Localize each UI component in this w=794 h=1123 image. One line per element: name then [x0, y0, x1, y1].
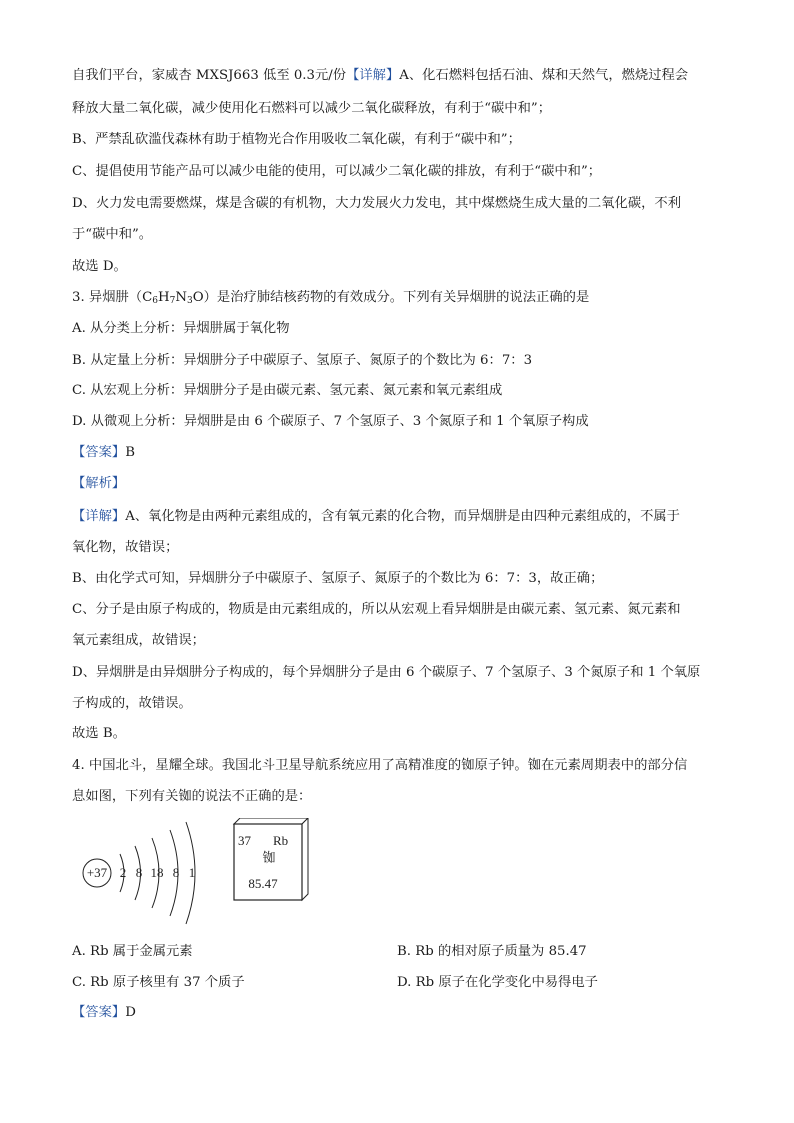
q3-h: H — [158, 290, 170, 305]
q4-option-c: C. Rb 原子核里有 37 个质子 — [72, 975, 245, 990]
q3-explanation-1-text: A、氧化物是由两种元素组成的，含有氧元素的化合物，而异烟肼是由四种元素组成的，不属于 — [125, 509, 680, 524]
q3-stem-b: O）是治疗肺结核药物的有效成分。下列有关异烟肼的说法正确的是 — [192, 290, 590, 305]
card-side-face — [302, 818, 308, 900]
atom-structure-diagram — [83, 822, 195, 924]
question-4-stem-1: 4. 中国北斗，星耀全球。我国北斗卫星导航系统应用了高精准度的铷原子钟。铷在元素周期表中的部分信 — [72, 758, 688, 773]
atomic-mass: 85.47 — [248, 876, 278, 891]
q3-sub-c: 6 — [152, 296, 159, 306]
q3-option-c: C. 从宏观上分析：异烟肼分子是由碳元素、氢元素、氮元素和氧元素组成 — [72, 383, 503, 398]
q3-explanation-7: 子构成的，故错误。 — [72, 696, 192, 711]
q4-answer — [72, 1003, 724, 1023]
intro-line-3: B、严禁乱砍滥伐森林有助于植物光合作用吸收二氧化碳，有利于“碳中和”； — [72, 132, 521, 147]
answer-tag: 【答案】 — [72, 445, 126, 460]
card-top-face — [234, 818, 308, 824]
q3-explanation-1 — [72, 507, 724, 527]
intro-conclusion: 故选 D。 — [72, 259, 127, 274]
detail-tag: 【详解】 — [346, 68, 400, 83]
q3-explanation-5: 氧元素组成，故错误； — [72, 633, 205, 648]
q3-analysis-tag — [72, 474, 724, 494]
q3-answer-value: B — [125, 445, 135, 460]
shell-2-electrons: 8 — [135, 865, 143, 880]
q3-option-d: D. 从微观上分析：异烟肼是由 6 个碳原子、7 个氢原子、3 个氮原子和 1 个氧原子构成 — [72, 414, 589, 429]
q4-option-d: D. Rb 原子在化学变化中易得电子 — [397, 975, 598, 990]
intro-line-1-rest: A、化石燃料包括石油、煤和天然气，燃烧过程会 — [399, 68, 689, 83]
intro-line-2: 释放大量二氧化碳，减少使用化石燃料可以减少二氧化碳释放，有利于“碳中和”； — [72, 101, 551, 116]
q3-explanation-4: C、分子是由原子构成的，物质是由元素组成的，所以从宏观上看异烟肼是由碳元素、氢元素、氮元素和 — [72, 602, 681, 617]
q3-answer — [72, 443, 724, 463]
shell-1-electrons: 2 — [119, 865, 127, 880]
q4-answer-value: D — [125, 1005, 136, 1020]
q3-explanation-3: B、由化学式可知，异烟肼分子中碳原子、氢原子、氮原子的个数比为 6：7：3，故正确； — [72, 571, 604, 586]
element-symbol: Rb — [273, 833, 289, 848]
element-name: 铷 — [262, 850, 276, 865]
intro-line-4: C、提倡使用节能产品可以减少电能的使用，可以减少二氧化碳的排放，有利于“碳中和”； — [72, 164, 602, 179]
q4-option-a: A. Rb 属于金属元素 — [72, 944, 193, 959]
q4-answer-tag: 【答案】 — [72, 1005, 126, 1020]
nucleus-charge: +37 — [86, 865, 108, 880]
periodic-table-card — [234, 818, 308, 900]
atomic-number: 37 — [238, 833, 251, 848]
q3-option-a: A. 从分类上分析：异烟肼属于氧化物 — [72, 321, 290, 336]
q3-stem-a: 3. 异烟肼（C — [72, 290, 153, 305]
q3-conclusion: 故选 B。 — [72, 726, 126, 741]
question-4-stem-2: 息如图，下列有关铷的说法不正确的是： — [72, 789, 312, 804]
q3-n: N — [175, 290, 187, 305]
analysis-tag: 【解析】 — [72, 476, 126, 491]
question-3-stem — [72, 288, 724, 311]
shell-4-electrons: 8 — [172, 865, 180, 880]
rubidium-figure — [80, 818, 310, 928]
intro-line-5: D、火力发电需要燃煤，煤是含碳的有机物，大力发展火力发电，其中煤燃烧生成大量的二氧化碳，不利 — [72, 196, 682, 211]
q3-explanation-6: D、异烟肼是由异烟肼分子构成的，每个异烟肼分子是由 6 个碳原子、7 个氢原子、3 个氮原子和 1 个氧原 — [72, 665, 701, 680]
q3-detail-tag: 【详解】 — [72, 509, 126, 524]
shell-5-electrons: 1 — [188, 865, 196, 880]
q3-sub-n: 3 — [187, 296, 193, 306]
intro-line-1-text: 自我们平台，家威杏 MXSJ663 低至 0.3元/份 — [72, 68, 347, 83]
shell-3-electrons: 18 — [150, 865, 164, 880]
intro-line-6: 于“碳中和”。 — [72, 227, 153, 242]
intro-line-1 — [72, 66, 724, 86]
q3-sub-h: 7 — [169, 296, 176, 306]
q4-option-b: B. Rb 的相对原子质量为 85.47 — [397, 944, 587, 959]
q3-explanation-2: 氧化物，故错误； — [72, 540, 179, 555]
q3-option-b: B. 从定量上分析：异烟肼分子中碳原子、氢原子、氮原子的个数比为 6：7：3 — [72, 353, 533, 368]
